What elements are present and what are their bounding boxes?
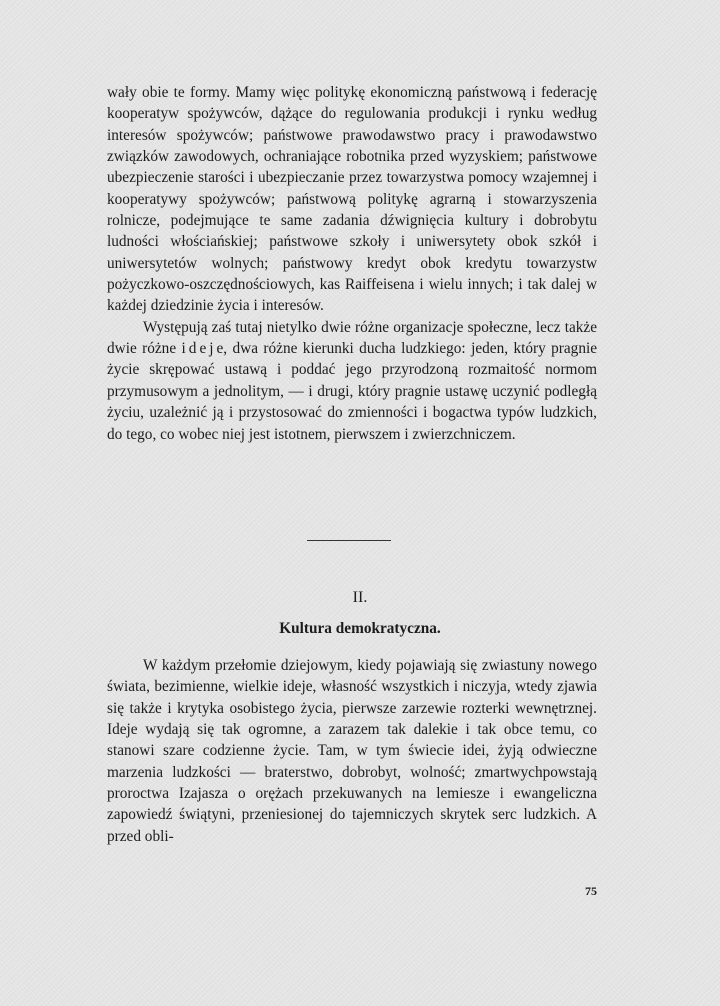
spaced-word: idej <box>181 340 217 358</box>
paragraph-2-start: Występują zaś tutaj nietylko dwie różne organizacje społeczne, lecz także dwie różne <box>107 318 597 358</box>
paragraph-2 <box>107 317 597 445</box>
text-block-bottom <box>107 655 597 847</box>
page-number: 75 <box>585 884 597 898</box>
text-block-top <box>107 82 597 445</box>
section-title: Kultura demokratyczna. <box>279 620 441 637</box>
paragraph-2-end: e, dwa różne kierunki ducha ludzkiego: jeden, który pragnie życie skrępować ustawą i poddać jego przyrodzoną rozmaitość normom przymusowym a jednolitym, — i drugi, który pragnie ustawę uczynić podległą życiu, uzależnić ją i przystosować do zmienności i bogactwa typów ludzkich, do tego, co wobec niej jest istotnem, pierwszem i zwierzchniczem. <box>107 340 598 443</box>
section-divider <box>307 540 391 541</box>
paragraph-1: wały obie te formy. Mamy więc politykę ekonomiczną państwową i federację kooperatyw spożywców, dążące do regulowania produkcji i rynku według interesów spożywców; państwowe prawodawstwo pracy i prawodawstwo związków zawodowych, ochraniające robotnika przed wyzyskiem; państwowe ubezpieczenie starości i ubezpieczanie przez towarzystwa pomocy wzajemnej i kooperatywy spożywców; państwową politykę agrarną i stowarzyszenia rolnicze, podejmujące te same zadania dźwignięcia kultury i dobrobytu ludności włościańskiej; państwowe szkoły i uniwersytety obok szkół i uniwersytetów wolnych; państwowy kredyt obok kredytu towarzystw pożyczkowo-oszczędnościowych, kas Raiffeisena i wielu innych; i tak dalej w każdej dziedzinie życia i interesów. <box>107 84 597 315</box>
section-number: II. <box>352 589 368 606</box>
paragraph-3: W każdym przełomie dziejowym, kiedy pojawiają się zwiastuny nowego świata, bezimienne, wielkie ideje, własność wszystkich i niczyja, wtedy zjawia się także i krytyka osobistego życia, pierwsze zarzewie rozterki wewnętrznej. Ideje wydają się tak ogromne, a zarazem tak dalekie i tak obce temu, co stanowi szare codzienne życie. Tam, w tym świecie idei, żyją odwieczne marzenia ludzkości — braterstwo, dobrobyt, wolność; zmartwychpowstają proroctwa Izajasza o orężach przekuwanych na lemiesze i ewangeliczna zapowiedź świątyni, przeniesionej do tajemniczych skrytek serc ludzkich. A przed obli- <box>107 657 597 845</box>
